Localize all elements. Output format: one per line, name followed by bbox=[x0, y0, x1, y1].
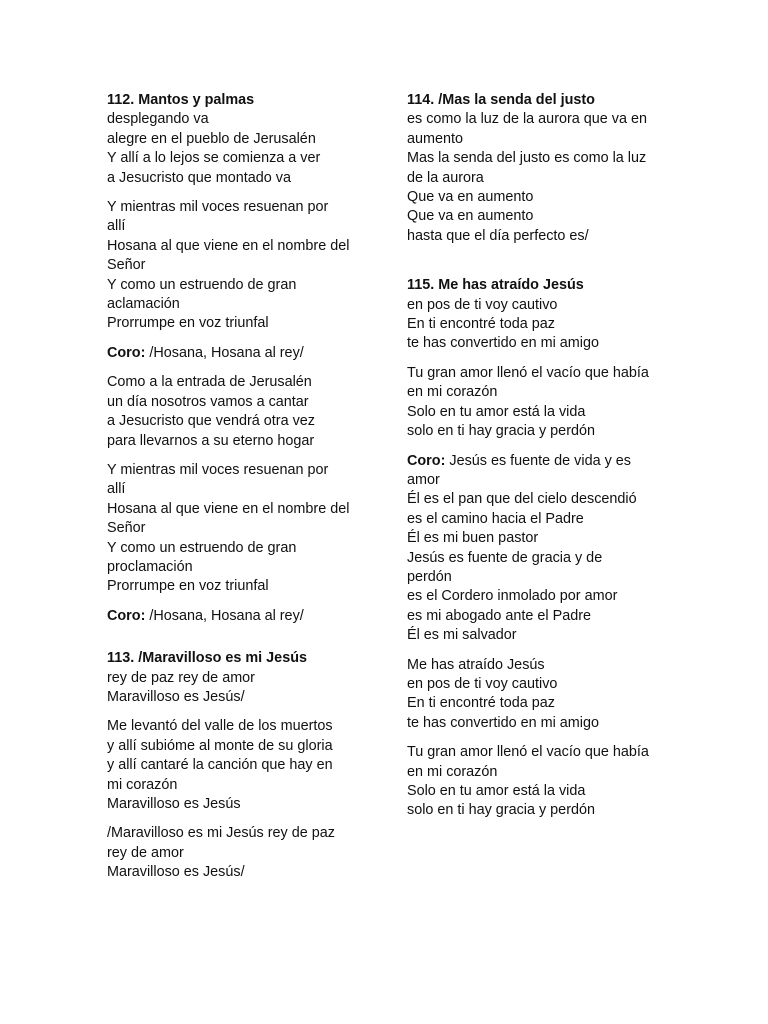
lyric-line: a Jesucristo que vendrá otra vez bbox=[107, 413, 315, 430]
lyric-line: y allí subióme al monte de su gloria bbox=[107, 737, 333, 754]
coro-text: Jesús es fuente de vida y es bbox=[445, 452, 631, 469]
lyric-line: allí bbox=[107, 481, 126, 498]
lyric-line: Hosana al que viene en el nombre del bbox=[107, 237, 350, 254]
lyric-line: En ti encontré toda paz bbox=[407, 695, 556, 712]
lyric-line: solo en ti hay gracia y perdón bbox=[407, 802, 595, 819]
lyric-line: amor bbox=[407, 471, 440, 488]
lyric-line: Solo en tu amor está la vida bbox=[407, 403, 586, 420]
song-115-stanza-1 bbox=[407, 276, 675, 354]
lyric-line: aclamación bbox=[107, 296, 180, 313]
song-divider-space bbox=[107, 626, 375, 649]
song-112 bbox=[107, 91, 375, 626]
lyric-line: Él es mi salvador bbox=[407, 627, 517, 644]
lyric-line: aumento bbox=[407, 130, 464, 147]
lyric-line: Como a la entrada de Jerusalén bbox=[107, 374, 312, 391]
lyric-line: en mi corazón bbox=[407, 384, 498, 401]
song-title: 115. Me has atraído Jesús bbox=[407, 277, 584, 294]
lyric-line: Mas la senda del justo es como la luz bbox=[407, 150, 647, 167]
lyric-line: Y mientras mil voces resuenan por bbox=[107, 461, 329, 478]
song-title: 114. /Mas la senda del justo bbox=[407, 92, 595, 108]
lyric-line: Prorrumpe en voz triunfal bbox=[107, 578, 269, 595]
lyric-line: es el Cordero inmolado por amor bbox=[407, 588, 618, 605]
lyric-line: Y como un estruendo de gran bbox=[107, 276, 297, 293]
song-114 bbox=[407, 91, 675, 246]
song-112-stanza-3 bbox=[107, 373, 375, 451]
song-115-stanza-3 bbox=[407, 656, 675, 734]
lyric-line: Y allí a lo lejos se comienza a ver bbox=[107, 150, 321, 167]
lyric-line: hasta que el día perfecto es/ bbox=[407, 227, 589, 244]
lyric-line: de la aurora bbox=[407, 169, 484, 186]
lyric-line: y allí cantaré la canción que hay en bbox=[107, 757, 333, 774]
song-title: 112. Mantos y palmas bbox=[107, 92, 255, 108]
song-115-coro bbox=[407, 452, 675, 646]
lyric-line: Jesús es fuente de gracia y de bbox=[407, 549, 603, 566]
lyric-line: Maravilloso es Jesús/ bbox=[107, 864, 245, 881]
lyric-line: rey de amor bbox=[107, 844, 184, 861]
lyric-line: desplegando va bbox=[107, 111, 209, 128]
song-113-stanza-3 bbox=[107, 824, 375, 882]
coro-line bbox=[407, 452, 675, 471]
lyric-line: un día nosotros vamos a cantar bbox=[107, 393, 309, 410]
lyric-line: en mi corazón bbox=[407, 763, 498, 780]
lyric-line: proclamación bbox=[107, 558, 193, 575]
lyric-line: solo en ti hay gracia y perdón bbox=[407, 423, 595, 440]
lyric-line: Y mientras mil voces resuenan por bbox=[107, 199, 329, 216]
song-115-stanza-4 bbox=[407, 743, 675, 821]
coro-line bbox=[107, 344, 375, 363]
lyric-line: Maravilloso es Jesús/ bbox=[107, 688, 245, 705]
coro-line bbox=[107, 607, 375, 626]
song-112-stanza-4 bbox=[107, 461, 375, 597]
song-113 bbox=[107, 649, 375, 882]
lyric-line: es como la luz de la aurora que va en bbox=[407, 111, 647, 128]
lyric-line: te has convertido en mi amigo bbox=[407, 335, 599, 352]
lyric-line: Me levantó del valle de los muertos bbox=[107, 718, 333, 735]
lyric-line: es mi abogado ante el Padre bbox=[407, 607, 592, 624]
song-115 bbox=[407, 276, 675, 821]
lyric-line: Que va en aumento bbox=[407, 208, 534, 225]
lyric-line: allí bbox=[107, 218, 126, 235]
lyric-line: rey de paz rey de amor bbox=[107, 669, 255, 686]
lyric-line: Tu gran amor llenó el vacío que había bbox=[407, 744, 649, 761]
left-column bbox=[107, 91, 375, 883]
lyric-line: Me has atraído Jesús bbox=[407, 656, 545, 673]
lyric-line: Señor bbox=[107, 520, 146, 537]
coro-label: Coro: bbox=[407, 452, 446, 469]
coro-text: /Hosana, Hosana al rey/ bbox=[145, 607, 304, 624]
song-112-stanza-1 bbox=[107, 91, 375, 188]
coro-text: /Hosana, Hosana al rey/ bbox=[145, 344, 304, 361]
lyric-line: Señor bbox=[107, 257, 146, 274]
lyric-line: Prorrumpe en voz triunfal bbox=[107, 315, 269, 332]
lyric-line: te has convertido en mi amigo bbox=[407, 714, 599, 731]
song-112-coro-2 bbox=[107, 607, 375, 626]
lyric-line: para llevarnos a su eterno hogar bbox=[107, 432, 315, 449]
lyric-line: Hosana al que viene en el nombre del bbox=[107, 500, 350, 517]
lyric-line: a Jesucristo que montado va bbox=[107, 169, 291, 186]
song-113-stanza-2 bbox=[107, 717, 375, 814]
lyric-line: Él es el pan que del cielo descendió bbox=[407, 491, 637, 508]
lyric-line: Tu gran amor llenó el vacío que había bbox=[407, 364, 649, 381]
lyric-line: Y como un estruendo de gran bbox=[107, 539, 297, 556]
coro-label: Coro: bbox=[107, 344, 146, 361]
lyric-line: en pos de ti voy cautivo bbox=[407, 296, 558, 313]
lyric-line: En ti encontré toda paz bbox=[407, 316, 556, 333]
song-112-stanza-2 bbox=[107, 198, 375, 334]
lyric-line: mi corazón bbox=[107, 776, 178, 793]
coro-label: Coro: bbox=[107, 607, 146, 624]
lyric-line: Que va en aumento bbox=[407, 189, 534, 206]
song-112-coro-1 bbox=[107, 344, 375, 363]
song-113-stanza-1 bbox=[107, 649, 375, 707]
lyric-line: alegre en el pueblo de Jerusalén bbox=[107, 130, 316, 147]
song-title: 113. /Maravilloso es mi Jesús bbox=[107, 650, 307, 667]
lyric-line: /Maravilloso es mi Jesús rey de paz bbox=[107, 825, 335, 842]
song-115-stanza-2 bbox=[407, 364, 675, 442]
song-114-stanza-1 bbox=[407, 91, 675, 246]
song-divider-space bbox=[407, 246, 675, 276]
right-column bbox=[407, 91, 675, 821]
lyric-line: Él es mi buen pastor bbox=[407, 530, 539, 547]
lyric-line: Maravilloso es Jesús bbox=[107, 796, 241, 812]
lyric-line: perdón bbox=[407, 568, 452, 585]
lyric-line: es el camino hacia el Padre bbox=[407, 510, 584, 527]
lyric-line: en pos de ti voy cautivo bbox=[407, 675, 558, 692]
lyric-line: Solo en tu amor está la vida bbox=[407, 783, 586, 799]
